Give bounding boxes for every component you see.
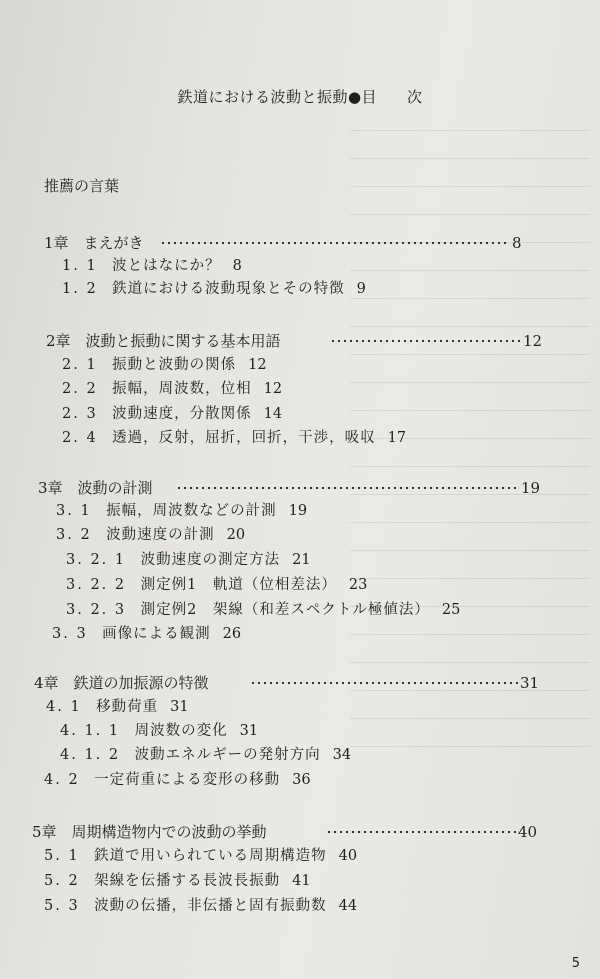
toc-section-4-1-1 <box>60 721 600 741</box>
toc-section-3-2 <box>56 525 600 545</box>
section-number: 3. 2. 2 <box>66 577 127 593</box>
leader-dots <box>176 481 520 495</box>
chapter-label: 2章 波動と振動に関する基本用語 <box>46 332 281 350</box>
section-page: 19 <box>288 503 308 519</box>
section-number: 4. 1. 1 <box>60 723 121 739</box>
chapter-label: 4章 鉄道の加振源の特徴 <box>34 674 209 692</box>
section-page: 12 <box>263 381 283 397</box>
section-number: 1. 2 <box>62 281 98 297</box>
section-number: 3. 1 <box>56 503 92 519</box>
toc-section-3-1 <box>56 501 600 521</box>
section-title: 一定荷重による変形の移動 <box>94 772 281 788</box>
section-number: 5. 3 <box>44 898 80 914</box>
section-number: 1. 1 <box>62 258 98 274</box>
section-number: 3. 2. 1 <box>66 552 127 568</box>
chapter-label: 5章 周期構造物内での波動の挙動 <box>32 823 267 841</box>
chapter-page: 31 <box>520 674 540 692</box>
section-number: 3. 2. 3 <box>66 602 127 618</box>
toc-section-3-2-2 <box>66 575 600 595</box>
section-number: 4. 1. 2 <box>60 747 121 763</box>
toc-section-2-1 <box>62 355 600 375</box>
chapter-label: 3章 波動の計測 <box>38 479 153 497</box>
section-title: 測定例1 軌道（位相差法） <box>140 577 337 593</box>
title-suffix: 次 <box>407 88 423 106</box>
section-number: 4. 2 <box>44 772 80 788</box>
section-page: 31 <box>239 723 259 739</box>
leader-dots <box>250 676 518 690</box>
section-number: 2. 3 <box>62 406 98 422</box>
toc-section-5-2 <box>44 871 600 891</box>
section-title: 波とはなにか？ <box>112 258 221 274</box>
chapter-label: 1章 まえがき <box>44 234 144 252</box>
leader-dots <box>330 334 522 348</box>
toc-section-2-4 <box>62 428 600 448</box>
section-number: 5. 2 <box>44 873 80 889</box>
section-title: 測定例2 架線（和差スペクトル極値法） <box>140 602 430 618</box>
section-title: 透過，反射，屈折，回折，干渉，吸収 <box>112 430 376 446</box>
section-page: 21 <box>292 552 311 568</box>
section-title: 波動速度，分散関係 <box>112 406 252 422</box>
preface-entry: 推薦の言葉 <box>44 177 120 195</box>
section-title: 振動と波動の関係 <box>112 357 237 373</box>
title-main: 鉄道における波動と振動●目 <box>177 88 378 106</box>
section-number: 5. 1 <box>44 848 80 864</box>
section-page: 25 <box>441 602 461 618</box>
toc-section-4-2 <box>44 770 600 790</box>
section-title: 波動速度の測定方法 <box>140 552 281 568</box>
section-page: 20 <box>226 527 246 543</box>
section-page: 31 <box>170 699 189 715</box>
section-page: 12 <box>248 357 267 373</box>
section-number: 4. 1 <box>46 699 82 715</box>
toc-section-3-3 <box>52 624 600 644</box>
section-title: 波動エネルギーの発射方向 <box>134 747 321 763</box>
section-number: 3. 2 <box>56 527 92 543</box>
section-page: 14 <box>263 406 283 422</box>
toc-section-2-3 <box>62 404 600 424</box>
section-title: 周波数の変化 <box>134 723 228 739</box>
section-title: 架線を伝播する長波長振動 <box>94 873 281 889</box>
leader-dots <box>160 236 510 250</box>
toc-section-3-2-1 <box>66 550 600 570</box>
toc-section-1-1 <box>62 256 600 276</box>
section-page: 41 <box>292 873 311 889</box>
section-page: 26 <box>222 626 242 642</box>
toc-section-2-2 <box>62 379 600 399</box>
section-title: 移動荷重 <box>96 699 159 715</box>
section-page: 23 <box>348 577 368 593</box>
page-title <box>0 86 600 107</box>
toc-section-5-3 <box>44 896 600 916</box>
section-page: 34 <box>332 747 352 763</box>
section-title: 鉄道における波動現象とその特徴 <box>112 281 345 297</box>
page-number: 5 <box>571 956 580 971</box>
chapter-page: 19 <box>521 479 541 497</box>
toc-section-4-1-2 <box>60 745 600 765</box>
section-title: 画像による観測 <box>102 626 211 642</box>
section-title: 鉄道で用いられている周期構造物 <box>94 848 327 864</box>
chapter-page: 12 <box>523 332 543 350</box>
chapter-page: 8 <box>512 234 522 252</box>
section-page: 8 <box>232 258 242 274</box>
chapter-page: 40 <box>518 823 538 841</box>
section-page: 9 <box>356 281 366 297</box>
section-number: 2. 2 <box>62 381 98 397</box>
toc-section-5-1 <box>44 846 600 866</box>
section-page: 17 <box>387 430 407 446</box>
toc-section-3-2-3 <box>66 600 600 620</box>
section-page: 40 <box>338 848 358 864</box>
toc-section-1-2 <box>62 279 600 299</box>
toc-section-4-1 <box>46 697 600 717</box>
section-title: 波動の伝播，非伝播と固有振動数 <box>94 898 327 914</box>
section-number: 2. 4 <box>62 430 98 446</box>
section-title: 波動速度の計測 <box>106 527 215 543</box>
section-title: 振幅，周波数などの計測 <box>106 503 277 519</box>
section-number: 2. 1 <box>62 357 98 373</box>
section-page: 36 <box>292 772 311 788</box>
section-number: 3. 3 <box>52 626 88 642</box>
section-title: 振幅，周波数，位相 <box>112 381 252 397</box>
section-page: 44 <box>338 898 358 914</box>
leader-dots <box>326 825 516 839</box>
